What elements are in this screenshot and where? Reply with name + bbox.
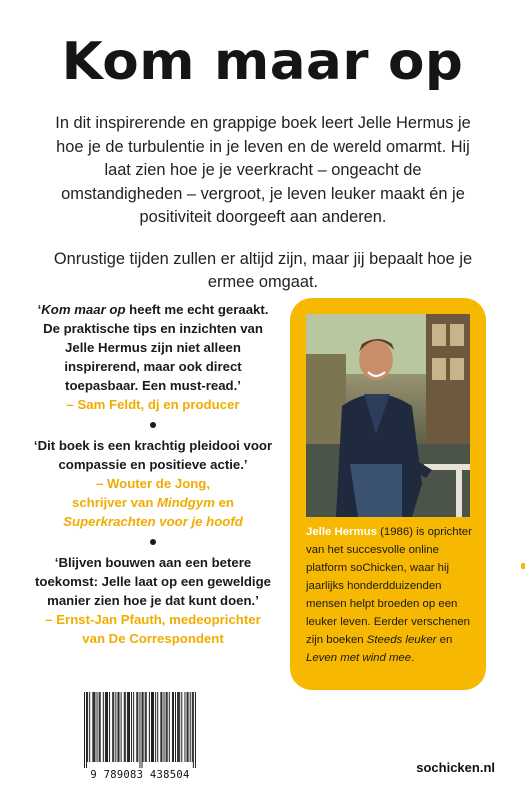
barcode (84, 692, 196, 768)
intro-text (44, 112, 482, 313)
author-card (290, 298, 486, 690)
book-title: Kom maar op (61, 32, 464, 92)
isbn-number: 9 789083 438504 (90, 769, 190, 781)
bullet-separator (150, 539, 156, 545)
endorsements (28, 300, 278, 648)
quote-2-attribution: – Wouter de Jong, schrijver van Mindgym en Superkrachten voor je hoofd (63, 476, 243, 529)
quote-3-attribution: – Ernst-Jan Pfauth, medeoprichter van De Correspondent (45, 612, 261, 646)
author-name: Jelle Hermus (306, 526, 377, 538)
intro-paragraph-1: In dit inspirerende en grappige boek leert Jelle Hermus je hoe je de turbulentie in je leven en de wereld omarmt. Hij laat zien hoe je je veerkracht – ongeacht de omstandigheden – vergroot, je leven leuker maakt én je positiviteit doorgeeft aan anderen. (55, 114, 471, 226)
bullet-separator (150, 422, 156, 428)
quote-1-attribution: – Sam Feldt, dj en producer (66, 397, 240, 412)
author-photo (306, 314, 470, 517)
accent-mark (521, 563, 525, 569)
quote-3: ‘Blijven bouwen aan een betere toekomst: Jelle laat op een geweldige manier zien hoe je dat kunt doen.’ (35, 555, 271, 608)
quote-1: ‘Kom maar op heeft me echt geraakt. De praktische tips en inzichten van Jelle Hermus zijn niet alleen inspirerend, maar ook direct toepasbaar. Een must-read.’ (37, 302, 269, 393)
intro-paragraph-2: Onrustige tijden zullen er altijd zijn, maar jij bepaalt hoe je ermee omgaat. (53, 249, 473, 291)
author-bio: Jelle Hermus (1986) is oprichter van het succesvolle online platform soChicken, waar hij jaarlijks honderdduizenden mensen helpt broeden op een leuker leven. Eerder verschenen zijn boeken Steeds leuker en Leven met wind mee. (306, 526, 472, 664)
quote-2: ‘Dit boek is een krachtig pleidooi voor compassie en positieve actie.’ (33, 438, 273, 472)
website-label: sochicken.nl (416, 760, 495, 775)
